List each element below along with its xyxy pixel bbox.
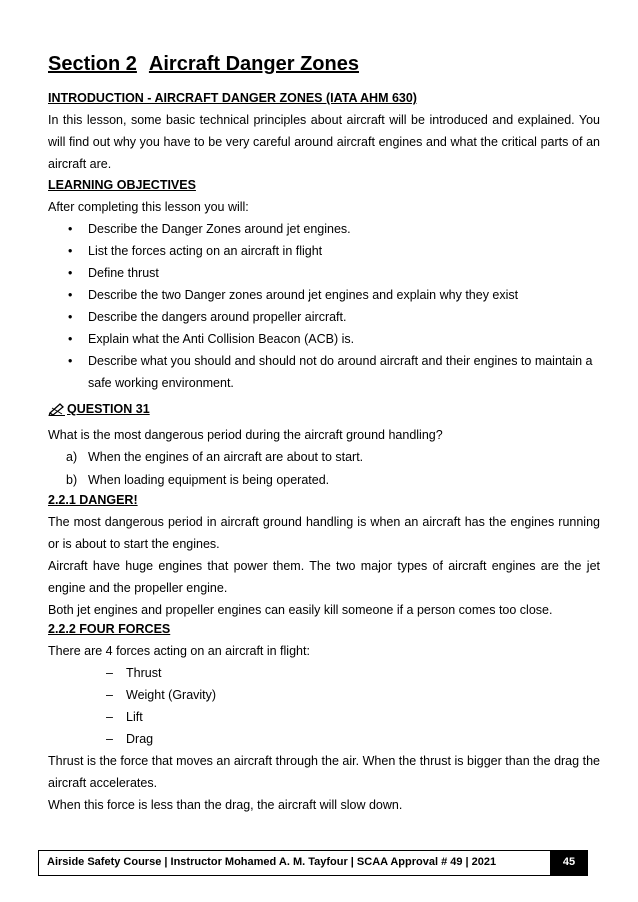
bullet-mark: • xyxy=(68,288,73,302)
document-page xyxy=(48,52,600,816)
list-item xyxy=(48,446,600,469)
bullet-mark: • xyxy=(68,222,73,236)
objectives-heading: LEARNING OBJECTIVES xyxy=(48,178,196,192)
intro-paragraph: In this lesson, some basic technical principles about aircraft will be introduced and explained. You will find out why you have to be very careful around aircraft engines and what the critical parts of an aircraft are. xyxy=(48,113,600,171)
list-item-text: Explain what the Anti Collision Beacon (ACB) is. xyxy=(88,332,355,346)
intro-heading: INTRODUCTION - AIRCRAFT DANGER ZONES (IATA AHM 630) xyxy=(48,91,417,105)
forces-paragraph: When this force is less than the drag, the aircraft will slow down. xyxy=(48,798,403,812)
list-item-text: Drag xyxy=(126,732,154,746)
danger-paragraph: The most dangerous period in aircraft ground handling is when an aircraft has the engines running or is about to start the engines. xyxy=(48,515,600,551)
list-item xyxy=(48,684,600,706)
page-footer xyxy=(38,850,588,876)
option-mark: b) xyxy=(66,473,78,487)
danger-paragraph: Aircraft have huge engines that power them. The two major types of aircraft engines are the jet engine and the propeller engine. xyxy=(48,559,600,595)
objectives-list xyxy=(48,218,600,394)
list-item xyxy=(48,469,600,492)
question-label: QUESTION 31 xyxy=(67,402,150,416)
dash-mark: – xyxy=(106,732,113,746)
list-item-text: List the forces acting on an aircraft in flight xyxy=(88,244,323,258)
pencil-icon xyxy=(48,402,66,416)
bullet-mark: • xyxy=(68,244,73,258)
list-item-text: Define thrust xyxy=(88,266,159,280)
list-item xyxy=(48,306,600,328)
forces-paragraph: Thrust is the force that moves an aircraft through the air. When the thrust is bigger than the drag the aircraft accelerates. xyxy=(48,754,600,790)
list-item xyxy=(48,328,600,350)
forces-list xyxy=(48,662,600,750)
question-options xyxy=(48,446,600,492)
list-item xyxy=(48,262,600,284)
section-title xyxy=(48,52,600,76)
list-item xyxy=(48,218,600,240)
list-item xyxy=(48,240,600,262)
list-item-text: Weight (Gravity) xyxy=(126,688,217,702)
list-item xyxy=(48,662,600,684)
option-mark: a) xyxy=(66,450,78,464)
question-heading xyxy=(48,400,600,418)
dash-mark: – xyxy=(106,710,113,724)
list-item xyxy=(48,350,600,394)
list-item xyxy=(48,728,600,750)
question-prompt: What is the most dangerous period during the aircraft ground handling? xyxy=(48,428,443,442)
option-text: When loading equipment is being operated. xyxy=(88,473,330,487)
dash-mark: – xyxy=(106,688,113,702)
objectives-lead: After completing this lesson you will: xyxy=(48,200,249,214)
bullet-mark: • xyxy=(68,310,73,324)
list-item xyxy=(48,284,600,306)
list-item-text: Describe the two Danger zones around jet engines and explain why they exist xyxy=(88,288,519,302)
section-number: Section 2 xyxy=(48,53,137,75)
bullet-mark: • xyxy=(68,266,73,280)
bullet-mark: • xyxy=(68,354,73,368)
page-number: 45 xyxy=(551,851,587,875)
list-item-text: Lift xyxy=(126,710,143,724)
danger-paragraph: Both jet engines and propeller engines can easily kill someone if a person comes too close. xyxy=(48,603,553,617)
section-title-text: Aircraft Danger Zones xyxy=(148,53,359,75)
footer-text: Airside Safety Course | Instructor Mohamed A. M. Tayfour | SCAA Approval # 49 | 2021 xyxy=(39,851,551,875)
forces-heading: 2.2.2 FOUR FORCES xyxy=(48,622,171,636)
list-item-text: Describe the dangers around propeller aircraft. xyxy=(88,310,347,324)
forces-lead: There are 4 forces acting on an aircraft in flight: xyxy=(48,644,310,658)
option-text: When the engines of an aircraft are about to start. xyxy=(88,450,364,464)
list-item-text: Thrust xyxy=(126,666,162,680)
list-item xyxy=(48,706,600,728)
dash-mark: – xyxy=(106,666,113,680)
list-item-text: Describe what you should and should not do around aircraft and their engines to maintain a safe working environment. xyxy=(88,354,593,390)
danger-heading: 2.2.1 DANGER! xyxy=(48,493,138,507)
list-item-text: Describe the Danger Zones around jet engines. xyxy=(88,222,351,236)
bullet-mark: • xyxy=(68,332,73,346)
